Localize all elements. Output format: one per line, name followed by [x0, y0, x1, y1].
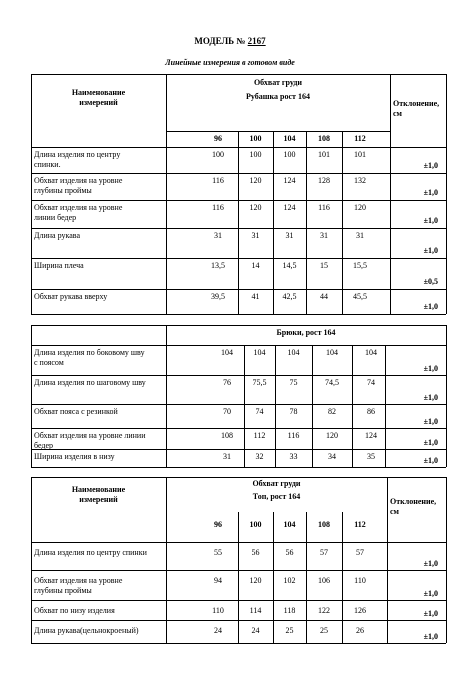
table-cell: 122 [318, 606, 330, 615]
row-name-sub: с поясом [34, 358, 64, 367]
table-cell: 100 [249, 150, 262, 159]
table-rule-horizontal [31, 620, 446, 621]
model-number: 2167 [247, 36, 266, 46]
table-rule-horizontal [31, 467, 446, 468]
table-cell: 74,5 [325, 378, 339, 387]
table-cell: 120 [326, 431, 338, 440]
table-cell: 104 [253, 348, 266, 357]
table-cell: 15,5 [353, 261, 367, 270]
table-cell: 25 [320, 626, 328, 635]
table-rule-horizontal [31, 345, 446, 346]
table-cell: 116 [212, 203, 224, 212]
deviation-value: ±1,0 [423, 216, 438, 225]
table-cell: 116 [287, 431, 300, 440]
table-cell: 101 [354, 150, 366, 159]
table-cell: 24 [251, 626, 260, 635]
table-rule-horizontal [31, 570, 446, 571]
table-cell: 106 [318, 576, 330, 585]
table-cell: 31 [285, 231, 294, 240]
table-cell: 31 [214, 231, 222, 240]
table-cell: 56 [251, 548, 260, 557]
table-rule-vertical [352, 345, 353, 467]
product-header: Топ, рост 164 [252, 492, 301, 501]
size-header: 112 [354, 520, 366, 529]
table-rule-horizontal [31, 258, 446, 259]
deviation-value: ±1,0 [423, 393, 438, 402]
table-cell: 42,5 [282, 292, 297, 301]
table-cell: 74 [255, 407, 264, 416]
row-name-sub: линии бедер [34, 213, 77, 222]
table-cell: 116 [212, 176, 224, 185]
table-rule-vertical [312, 345, 313, 467]
deviation-value: ±1,0 [423, 417, 438, 426]
table-rule-vertical [446, 74, 447, 314]
deviation-value: ±0,5 [423, 277, 438, 286]
name-header-sub: измерений [79, 98, 118, 107]
table-cell: 31 [356, 231, 364, 240]
row-name: Длина изделия по центру спинки [34, 548, 147, 557]
table-cell: 101 [318, 150, 330, 159]
table-rule-vertical [31, 74, 32, 314]
row-name-sub: глубины проймы [34, 586, 92, 595]
name-header: Наименование [71, 485, 126, 494]
table-cell: 118 [283, 606, 296, 615]
row-name: Длина изделия по шаговому шву [34, 378, 146, 387]
table-cell: 124 [365, 431, 377, 440]
table-cell: 31 [251, 231, 260, 240]
table-rule-horizontal [31, 600, 446, 601]
group-header: Обхват груди [252, 479, 301, 488]
deviation-value: ±1,0 [423, 364, 438, 373]
name-header-sub: измерений [79, 495, 118, 504]
table-rule-vertical [275, 345, 276, 467]
table-cell: 112 [253, 431, 266, 440]
table-cell: 100 [212, 150, 224, 159]
size-header: 100 [249, 134, 262, 143]
product-header: Брюки, рост 164 [276, 328, 336, 337]
table-cell: 86 [367, 407, 375, 416]
deviation-value: ±1,0 [423, 609, 438, 618]
row-name-sub: бедер [34, 441, 54, 450]
table-cell: 102 [283, 576, 296, 585]
table-rule-horizontal [166, 131, 390, 132]
table-cell: 110 [354, 576, 366, 585]
table-rule-horizontal [31, 173, 446, 174]
table-rule-vertical [166, 325, 167, 467]
table-cell: 57 [320, 548, 328, 557]
row-name: Обхват изделия на уровне [34, 203, 123, 212]
deviation-value: ±1,0 [423, 246, 438, 255]
table-cell: 124 [283, 176, 296, 185]
deviation-header-sub: см [390, 507, 399, 516]
table-cell: 128 [318, 176, 330, 185]
table-rule-vertical [166, 74, 167, 314]
table-cell: 114 [249, 606, 262, 615]
row-name: Обхват изделия на уровне [34, 176, 123, 185]
table-cell: 31 [223, 452, 231, 461]
row-name: Обхват изделия на уровне [34, 576, 123, 585]
deviation-header-sub: см [393, 109, 402, 118]
table-cell: 132 [354, 176, 366, 185]
document-title [0, 36, 460, 46]
table-cell: 74 [367, 378, 375, 387]
row-name: Длина изделия по центру [34, 150, 121, 159]
document-subtitle: Линейные измерения в готовом виде [165, 58, 295, 67]
deviation-header: Отклонение, [393, 99, 440, 108]
table-cell: 45,5 [353, 292, 367, 301]
name-header: Наименование [71, 88, 126, 97]
group-header: Обхват груди [253, 78, 303, 87]
table-rule-horizontal [31, 228, 446, 229]
row-name: Длина изделия по боковому шву [34, 348, 145, 357]
deviation-value: ±1,0 [423, 589, 438, 598]
table-cell: 39,5 [211, 292, 225, 301]
row-name: Обхват изделия на уровне линии [34, 431, 146, 440]
table-cell: 32 [255, 452, 264, 461]
table-cell: 26 [356, 626, 364, 635]
table-cell: 120 [249, 176, 262, 185]
deviation-value: ±1,0 [423, 456, 438, 465]
table-cell: 100 [283, 150, 296, 159]
deviation-value: ±1,0 [423, 632, 438, 641]
table-cell: 41 [251, 292, 260, 301]
model-label: МОДЕЛЬ № [194, 36, 246, 46]
table-cell: 76 [223, 378, 231, 387]
deviation-value: ±1,0 [423, 161, 438, 170]
size-header: 96 [214, 520, 222, 529]
table-cell: 75 [289, 378, 298, 387]
table-cell: 110 [212, 606, 224, 615]
size-header: 100 [249, 520, 262, 529]
table-rule-vertical [446, 477, 447, 643]
row-name: Ширина плеча [34, 261, 84, 270]
table-rule-horizontal [31, 404, 446, 405]
table-cell: 33 [289, 452, 298, 461]
table-cell: 104 [221, 348, 233, 357]
table-cell: 120 [249, 576, 262, 585]
table-cell: 104 [287, 348, 300, 357]
table-rule-vertical [31, 325, 32, 467]
table-rule-horizontal [31, 477, 446, 478]
table-cell: 57 [356, 548, 364, 557]
size-header: 112 [354, 134, 366, 143]
table-rule-horizontal [31, 375, 446, 376]
table-rule-vertical [446, 325, 447, 467]
table-cell: 70 [223, 407, 231, 416]
table-cell: 104 [365, 348, 377, 357]
row-name: Ширина изделия в низу [34, 452, 115, 461]
deviation-value: ±1,0 [423, 188, 438, 197]
row-name: Обхват рукава вверху [34, 292, 108, 301]
table-cell: 14,5 [282, 261, 297, 270]
row-name: Длина рукава(цельнокроеный) [34, 626, 139, 635]
table-cell: 14 [251, 261, 260, 270]
table-cell: 25 [285, 626, 294, 635]
row-name: Длина рукава [34, 231, 80, 240]
table-rule-horizontal [31, 643, 446, 644]
size-header: 104 [283, 520, 296, 529]
table-cell: 120 [249, 203, 262, 212]
table-cell: 15 [320, 261, 328, 270]
table-cell: 126 [354, 606, 366, 615]
table-rule-horizontal [31, 314, 446, 315]
table-cell: 120 [354, 203, 366, 212]
table-rule-horizontal [31, 428, 446, 429]
row-name-sub: спинки. [34, 160, 61, 169]
row-name-sub: глубины проймы [34, 186, 92, 195]
product-header: Рубашка рост 164 [246, 92, 310, 101]
deviation-header: Отклонение, [390, 497, 437, 506]
table-cell: 94 [214, 576, 222, 585]
table-rule-horizontal [31, 200, 446, 201]
table-cell: 31 [320, 231, 328, 240]
table-cell: 56 [285, 548, 294, 557]
table-rule-horizontal [31, 74, 446, 75]
table-cell: 116 [318, 203, 330, 212]
row-name: Обхват пояса с резинкой [34, 407, 118, 416]
table-rule-horizontal [31, 325, 446, 326]
size-header: 104 [283, 134, 296, 143]
table-cell: 24 [214, 626, 222, 635]
table-cell: 34 [328, 452, 336, 461]
table-rule-vertical [244, 345, 245, 467]
table-cell: 55 [214, 548, 222, 557]
table-cell: 108 [221, 431, 233, 440]
deviation-value: ±1,0 [423, 559, 438, 568]
table-rule-horizontal [31, 289, 446, 290]
table-cell: 35 [367, 452, 375, 461]
table-cell: 124 [283, 203, 296, 212]
table-cell: 75,5 [252, 378, 267, 387]
deviation-value: ±1,0 [423, 438, 438, 447]
size-header: 108 [318, 520, 330, 529]
size-header: 96 [214, 134, 222, 143]
table-cell: 44 [320, 292, 328, 301]
size-header: 108 [318, 134, 330, 143]
row-name: Обхват по низу изделия [34, 606, 115, 615]
table-cell: 78 [289, 407, 298, 416]
table-cell: 82 [328, 407, 336, 416]
table-cell: 13,5 [211, 261, 225, 270]
table-cell: 104 [326, 348, 338, 357]
deviation-value: ±1,0 [423, 302, 438, 311]
